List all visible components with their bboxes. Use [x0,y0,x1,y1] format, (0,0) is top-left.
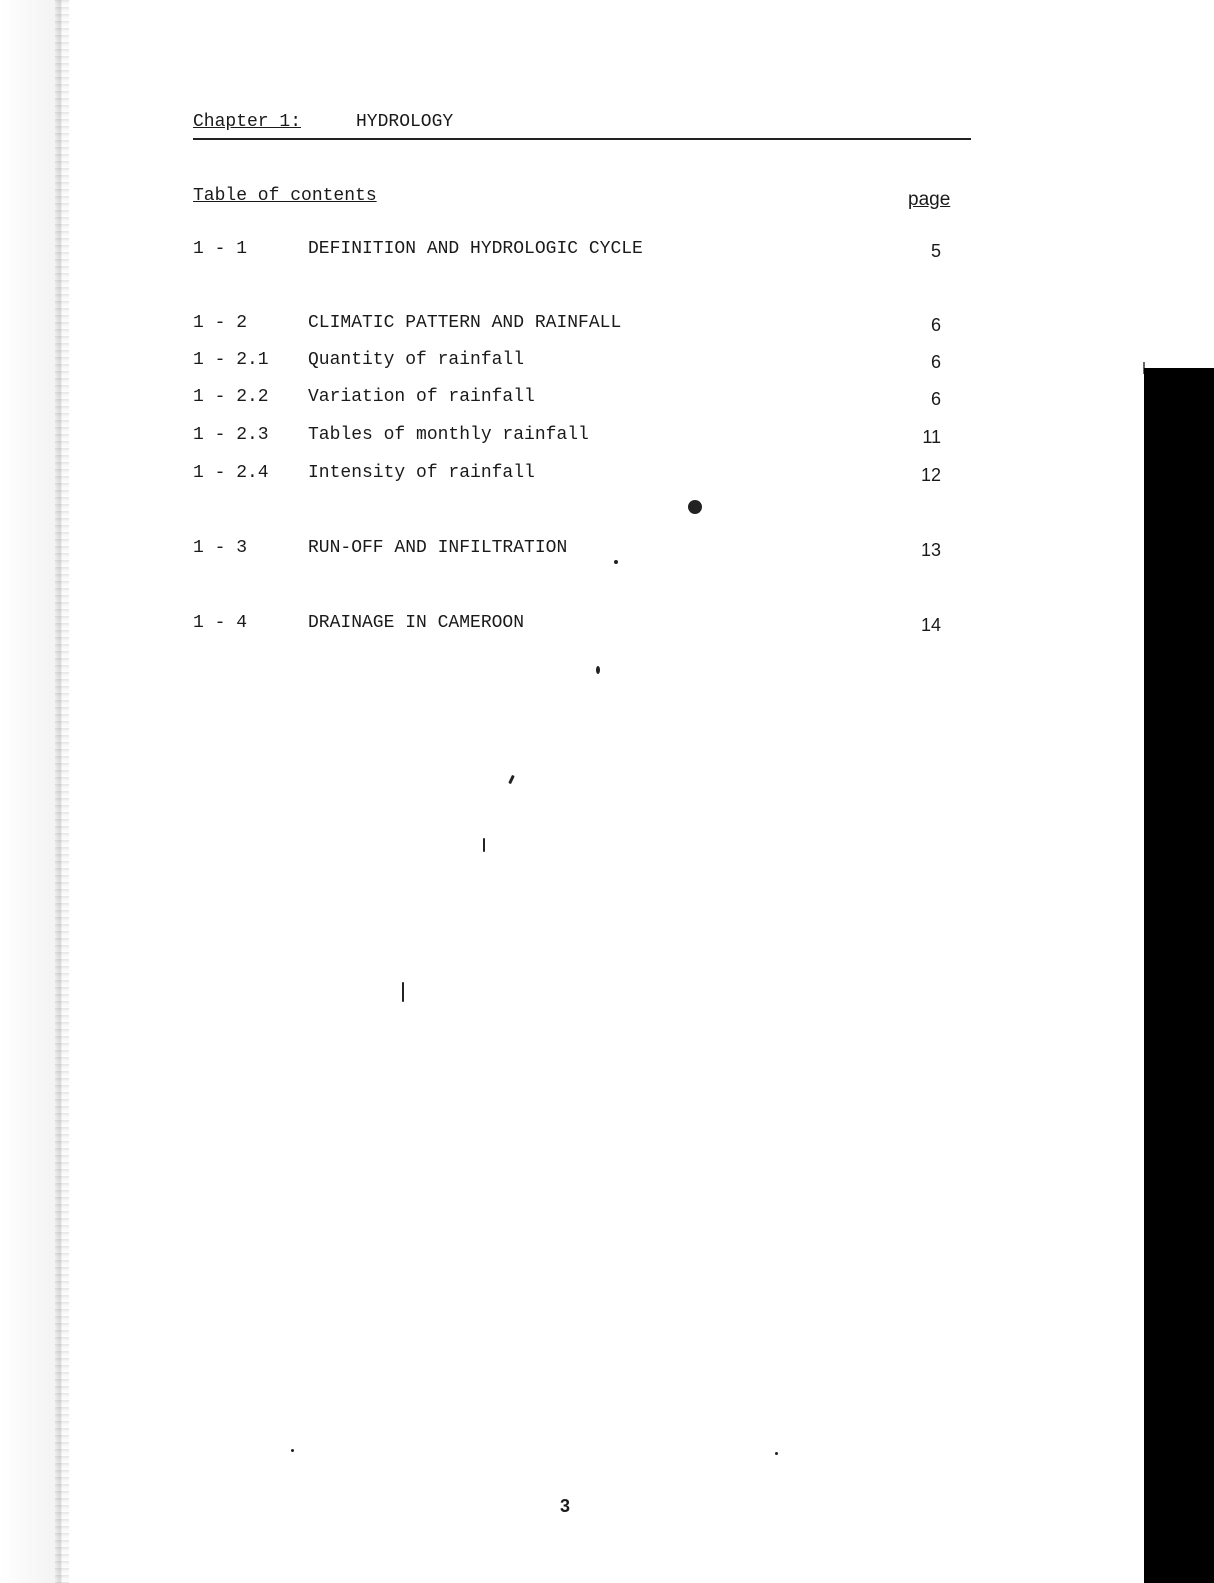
ink-speck [775,1452,778,1455]
toc-heading: Table of contents [193,186,377,206]
chapter-label: Chapter 1: [193,112,302,132]
chapter-title: HYDROLOGY [356,112,454,132]
ink-speck [508,775,515,784]
ink-speck [688,500,702,514]
scan-left-edge [0,0,62,1583]
toc-entry [193,236,953,264]
toc-entry-title: DEFINITION AND HYDROLOGIC CYCLE [308,239,643,259]
toc-entry-page: 5 [930,241,941,261]
scan-right-bar [1144,368,1214,1583]
scan-left-shadow [55,0,69,1583]
toc-entry [193,535,953,563]
toc-entry-page: 12 [920,465,941,485]
toc-entry-page: 6 [930,389,941,409]
toc-entry-page: 6 [930,315,941,335]
ink-speck [291,1449,294,1452]
toc-entry-title: DRAINAGE IN CAMEROON [308,613,525,633]
toc-entry-number: 1 - 4 [193,613,248,633]
toc-entry-number: 1 - 2 [193,313,248,333]
toc-entry-number: 1 - 2.1 [193,350,269,370]
toc-entry-title: CLIMATIC PATTERN AND RAINFALL [308,313,622,333]
toc-entry-page: 14 [920,615,941,635]
toc-entry-title: Variation of rainfall [308,387,535,407]
toc-entry [193,610,953,638]
ink-speck [483,838,485,852]
page-number: 3 [560,1496,571,1516]
page-column-heading: page [908,189,951,210]
toc-entry-number: 1 - 2.4 [193,463,269,483]
ink-speck [402,982,404,1002]
toc-entry-number: 1 - 2.3 [193,425,269,445]
ink-speck [596,666,600,674]
toc-entry [193,422,953,450]
toc-entry [193,347,953,375]
chapter-header [193,110,971,140]
toc-entry [193,460,953,488]
toc-entry-title: RUN-OFF AND INFILTRATION [308,538,568,558]
toc-entry-page: 11 [922,427,941,447]
toc-entry-number: 1 - 3 [193,538,248,558]
toc-entry-title: Quantity of rainfall [308,350,525,370]
toc-entry [193,310,953,338]
toc-entry-number: 1 - 1 [193,239,248,259]
toc-entry-page: 13 [920,540,941,560]
toc-entry-title: Tables of monthly rainfall [308,425,589,445]
toc-entry [193,384,953,412]
toc-entry-number: 1 - 2.2 [193,387,269,407]
toc-entry-title: Intensity of rainfall [308,463,535,483]
toc-entry-page: 6 [930,352,941,372]
